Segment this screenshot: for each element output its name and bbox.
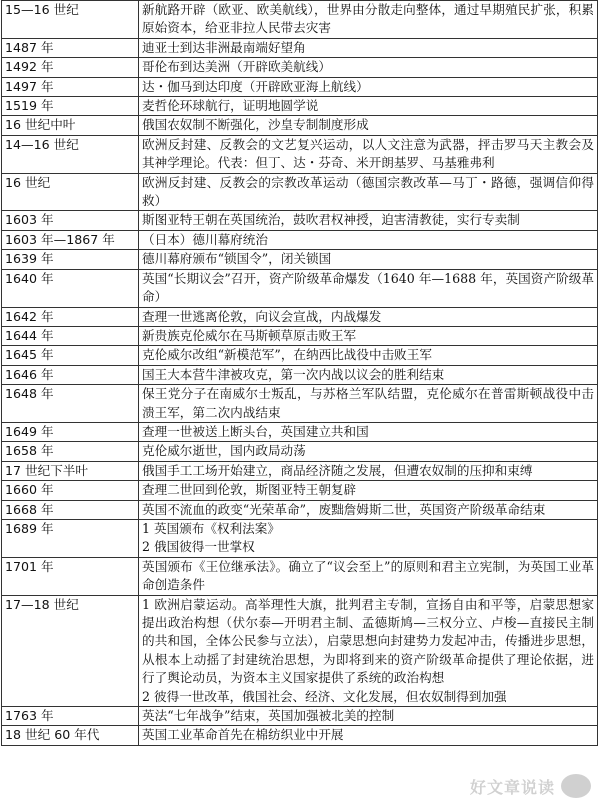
table-row <box>2 365 598 384</box>
date-cell: 17 世纪下半叶 <box>2 461 139 480</box>
event-cell: 英国颁布《王位继承法》。确立了“议会至上”的原则和君主立宪制，为英国工业革命创造条件 <box>139 557 598 595</box>
date-cell: 1646 年 <box>2 365 139 384</box>
event-cell: 查理一世逃离伦敦，向议会宣战，内战爆发 <box>139 307 598 326</box>
date-cell: 1640 年 <box>2 269 139 307</box>
date-cell: 1658 年 <box>2 442 139 461</box>
date-cell: 1660 年 <box>2 481 139 500</box>
date-cell: 1603 年 <box>2 211 139 230</box>
event-line: 2 俄国彼得一世掌权 <box>142 539 255 555</box>
table-row <box>2 38 598 57</box>
event-cell: 迪亚士到达非洲最南端好望角 <box>139 38 598 57</box>
event-cell <box>139 595 598 706</box>
event-cell: 查理一世被送上断头台，英国建立共和国 <box>139 422 598 441</box>
date-cell: 14—16 世纪 <box>2 135 139 173</box>
date-cell: 1701 年 <box>2 557 139 595</box>
date-cell: 1689 年 <box>2 519 139 557</box>
table-row <box>2 97 598 116</box>
table-row <box>2 461 598 480</box>
watermark-text: 好文章说读 <box>469 777 555 797</box>
table-row <box>2 595 598 706</box>
event-cell: 国王大本营牛津被攻克，第一次内战以议会的胜利结束 <box>139 365 598 384</box>
event-cell: 哥伦布到达美洲（开辟欧美航线） <box>139 58 598 77</box>
date-cell: 1763 年 <box>2 707 139 726</box>
timeline-body <box>2 1 598 746</box>
event-cell: 斯图亚特王朝在英国统治，鼓吹君权神授，迫害清教徒，实行专卖制 <box>139 211 598 230</box>
event-cell: 新贵族克伦威尔在马斯顿草原击败王军 <box>139 326 598 345</box>
table-row <box>2 500 598 519</box>
watermark <box>470 774 591 798</box>
date-cell: 1497 年 <box>2 77 139 96</box>
table-row <box>2 230 598 249</box>
table-row <box>2 707 598 726</box>
event-cell: 达・伽马到达印度（开辟欧亚海上航线） <box>139 77 598 96</box>
table-row <box>2 346 598 365</box>
event-cell: 新航路开辟（欧亚、欧美航线），世界由分散走向整体，通过早期殖民扩张，积累原始资本，给亚非拉人民带去灾害 <box>139 1 598 39</box>
event-line: 2 彼得一世改革，俄国社会、经济、文化发展，但农奴制得到加强 <box>142 688 507 704</box>
history-timeline-table <box>1 0 598 746</box>
date-cell: 15—16 世纪 <box>2 1 139 39</box>
event-line: 1 英国颁布《权利法案》 <box>142 520 280 536</box>
date-cell: 1645 年 <box>2 346 139 365</box>
table-row <box>2 58 598 77</box>
table-row <box>2 481 598 500</box>
event-cell: 俄国手工工场开始建立，商品经济随之发展，但遭农奴制的压抑和束缚 <box>139 461 598 480</box>
date-cell: 1644 年 <box>2 326 139 345</box>
event-cell: 欧洲反封建、反教会的文艺复兴运动，以人文注意为武器，抨击罗马天主教会及其神学理论。代表：但丁、达・芬奇、米开朗基罗、马基雅弗利 <box>139 135 598 173</box>
table-row <box>2 385 598 423</box>
table-row <box>2 269 598 307</box>
site-logo-icon <box>561 774 591 798</box>
event-cell: 保王党分子在南威尔士叛乱，与苏格兰军队结盟，克伦威尔在普雷斯顿战役中击溃王军，第二次内战结束 <box>139 385 598 423</box>
event-cell: 英国不流血的政变“光荣革命”，废黜詹姆斯二世，英国资产阶级革命结束 <box>139 500 598 519</box>
table-row <box>2 326 598 345</box>
event-line: 1 欧洲启蒙运动。高举理性大旗，批判君主专制，宣扬自由和平等，启蒙思想家提出政治构想（伏尔泰—开明君主制、孟德斯鸠—三权分立、卢梭—直接民主制的共和国，全体公民参与立法），启蒙思想向封建势力发起冲击，传播进步思想，从根本上动摇了封建统治思想，为即将到来的资产阶级革命提供了理论依据，进行了舆论动员，为资本主义国家提供了系统的政治构想 <box>142 596 594 686</box>
table-row <box>2 250 598 269</box>
table-row <box>2 173 598 211</box>
date-cell: 1492 年 <box>2 58 139 77</box>
table-row <box>2 519 598 557</box>
date-cell: 1668 年 <box>2 500 139 519</box>
event-cell: 克伦威尔逝世，国内政局动荡 <box>139 442 598 461</box>
date-cell: 17—18 世纪 <box>2 595 139 706</box>
date-cell: 1603 年—1867 年 <box>2 230 139 249</box>
date-cell: 16 世纪中叶 <box>2 116 139 135</box>
event-cell: 查理二世回到伦敦，斯图亚特王朝复辟 <box>139 481 598 500</box>
date-cell: 16 世纪 <box>2 173 139 211</box>
event-cell: 德川幕府颁布“锁国令”，闭关锁国 <box>139 250 598 269</box>
event-cell: 俄国农奴制不断强化，沙皇专制制度形成 <box>139 116 598 135</box>
event-cell: 麦哲伦环球航行，证明地圆学说 <box>139 97 598 116</box>
table-row <box>2 116 598 135</box>
table-row <box>2 557 598 595</box>
date-cell: 1639 年 <box>2 250 139 269</box>
table-row <box>2 307 598 326</box>
event-cell: 英国工业革命首先在棉纺织业中开展 <box>139 726 598 745</box>
table-row <box>2 726 598 745</box>
event-cell: 克伦威尔改组“新模范军”，在纳西比战役中击败王军 <box>139 346 598 365</box>
table-row <box>2 135 598 173</box>
event-cell: 欧洲反封建、反教会的宗教改革运动（德国宗教改革—马丁・路德，强调信仰得救） <box>139 173 598 211</box>
table-row <box>2 77 598 96</box>
table-row <box>2 442 598 461</box>
event-cell: 英国“长期议会”召开，资产阶级革命爆发（1640 年—1688 年，英国资产阶级革命） <box>139 269 598 307</box>
date-cell: 1519 年 <box>2 97 139 116</box>
table-row <box>2 1 598 39</box>
table-row <box>2 422 598 441</box>
date-cell: 1649 年 <box>2 422 139 441</box>
date-cell: 18 世纪 60 年代 <box>2 726 139 745</box>
event-cell: （日本）德川幕府统治 <box>139 230 598 249</box>
event-cell <box>139 519 598 557</box>
table-row <box>2 211 598 230</box>
event-cell: 英法“七年战争”结束，英国加强被北美的控制 <box>139 707 598 726</box>
date-cell: 1487 年 <box>2 38 139 57</box>
date-cell: 1642 年 <box>2 307 139 326</box>
date-cell: 1648 年 <box>2 385 139 423</box>
